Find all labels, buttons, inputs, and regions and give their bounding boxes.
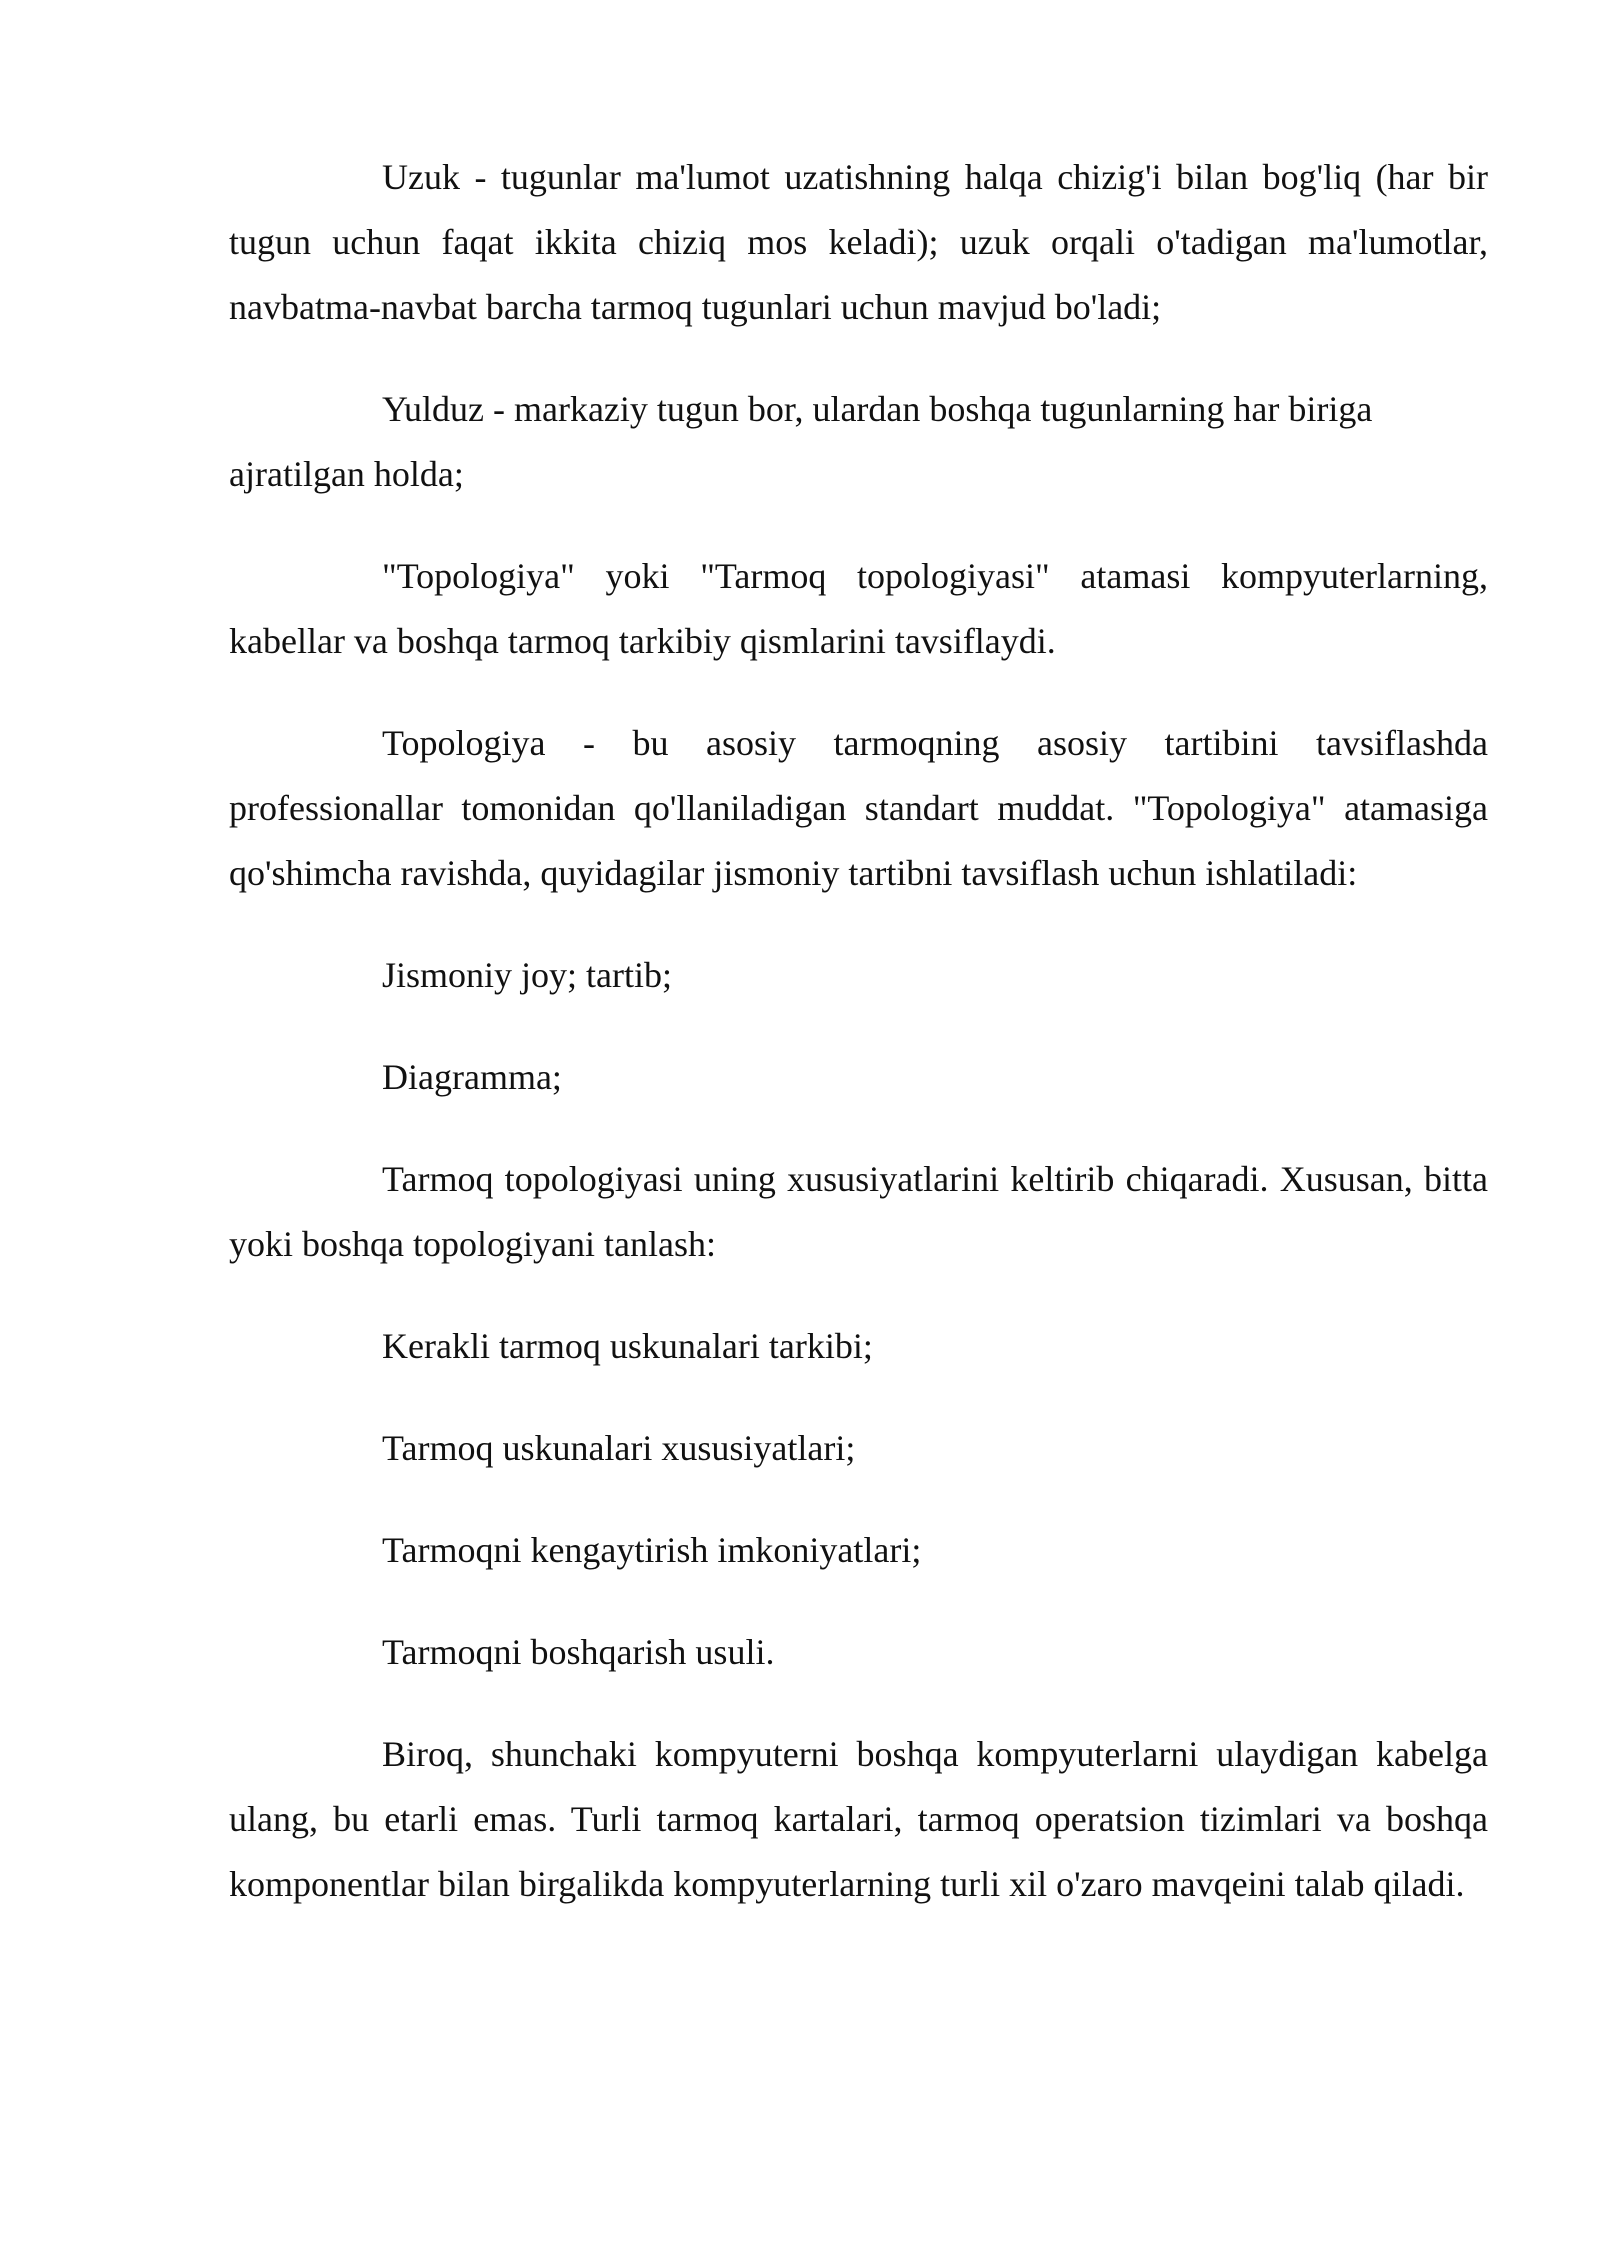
paragraph-topologiya-definition: Topologiya - bu asosiy tarmoqning asosiy tartibini tavsiflashda professionallar tomonidan qo'llaniladigan standart muddat. "Topologiya" atamasiga qo'shimcha ravishda, quyidagilar jismoniy tartibni tavsiflash uchun ishlatiladi: <box>229 723 1488 893</box>
paragraph-uzuk: Uzuk - tugunlar ma'lumot uzatishning halqa chizig'i bilan bog'liq (har bir tugun uchun faqat ikkita chiziq mos keladi); uzuk orqali o'tadigan ma'lumotlar, navbatma-navbat barcha tarmoq tugunlari uchun mavjud bo'ladi; <box>229 157 1488 327</box>
list-item-boshqarish-usuli: Tarmoqni boshqarish usuli. <box>382 1632 775 1672</box>
list-item-kengaytirish: Tarmoqni kengaytirish imkoniyatlari; <box>382 1530 922 1570</box>
list-item-uskunalar-xususiyatlari: Tarmoq uskunalari xususiyatlari; <box>382 1428 856 1468</box>
paragraph-biroq: Biroq, shunchaki kompyuterni boshqa kompyuterlarni ulaydigan kabelga ulang, bu etarli emas. Turli tarmoq kartalari, tarmoq operatsion tizimlari va boshqa komponentlar bilan birgalikda kompyuterlarning turli xil o'zaro mavqeini talab qiladi. <box>229 1734 1488 1904</box>
document-page <box>229 145 1488 1954</box>
paragraph-topologiya-term: "Topologiya" yoki "Tarmoq topologiyasi" atamasi kompyuterlarning, kabellar va boshqa tarmoq tarkibiy qismlarini tavsiflaydi. <box>229 556 1488 661</box>
list-item-jismoniy-joy: Jismoniy joy; tartib; <box>382 955 673 995</box>
list-item-diagramma: Diagramma; <box>382 1057 562 1097</box>
paragraph-tarmoq-topologiyasi: Tarmoq topologiyasi uning xususiyatlarini keltirib chiqaradi. Xususan, bitta yoki boshqa topologiyani tanlash: <box>229 1159 1488 1264</box>
paragraph-yulduz: Yulduz - markaziy tugun bor, ulardan boshqa tugunlarning har biriga ajratilgan holda; <box>229 389 1373 494</box>
list-item-uskunalar-tarkibi: Kerakli tarmoq uskunalari tarkibi; <box>382 1326 873 1366</box>
